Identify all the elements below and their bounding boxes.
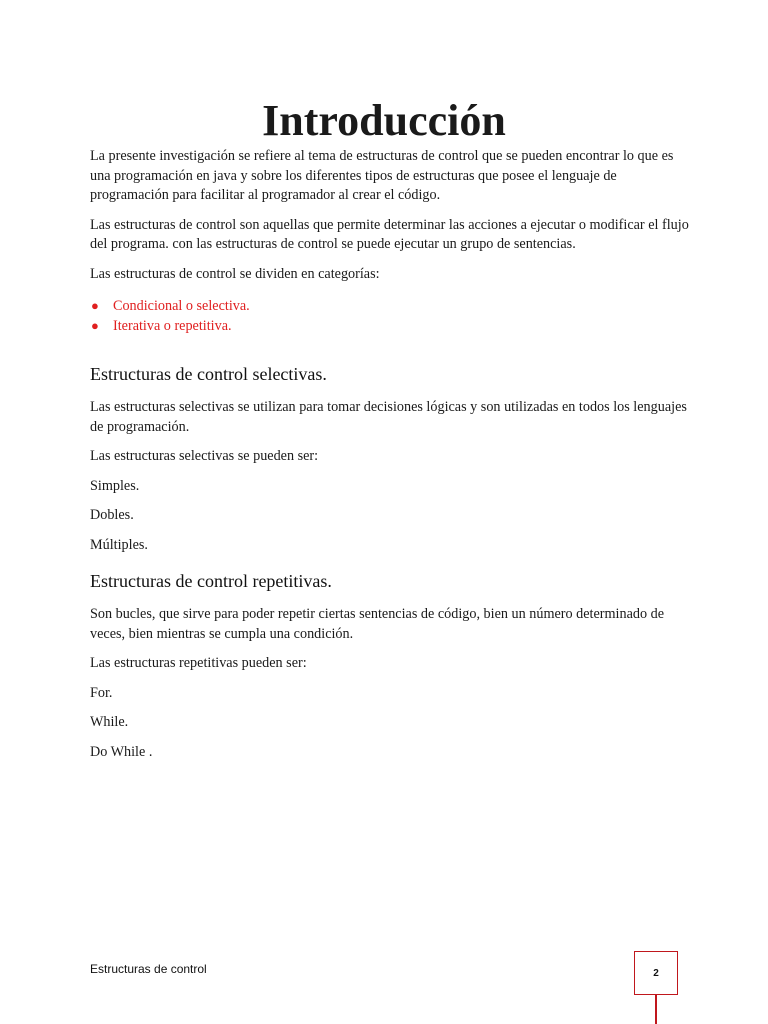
list-item: Simples. [90,477,140,494]
list-item: While. [90,714,129,730]
selectivas-paragraph-1: Las estructuras selectivas se utilizan para tomar decisiones lógicas y son utilizadas en todos los lenguajes de programación. [90,399,687,435]
repetitivas-paragraph-2: Las estructuras repetitivas pueden ser: [90,655,307,671]
section-heading-repetitivas: Estructuras de control repetitivas. [90,571,332,591]
intro-paragraph-2: Las estructuras de control son aquellas que permite determinar las acciones a ejecutar o modificar el flujo del programa. con las estructuras de control se puede ejecutar un grupo de sentencias. [90,216,689,252]
list-item: Do While . [90,743,153,760]
page-number-line [655,995,657,1024]
document-body [90,147,690,762]
categories-list [90,296,690,336]
page-number: 2 [653,967,659,979]
intro-paragraph-1: La presente investigación se refiere al tema de estructuras de control que se pueden encontrar lo que es una programación en java y sobre los diferentes tipos de estructuras que posee el lenguaje de programación para facilitar al programador al crear el código. [90,148,674,203]
selectivas-paragraph-2: Las estructuras selectivas se pueden ser: [90,448,319,464]
page-title: Introducción [262,96,506,145]
list-item: ● Iterativa o repetitiva. [91,318,232,334]
list-item: ● Condicional o selectiva. [91,298,250,314]
bullet-icon: ● [91,298,99,313]
repetitivas-paragraph-1: Son bucles, que sirve para poder repetir ciertas sentencias de código, bien un número determinado de veces, bien mientras se cumpla una condición. [90,606,664,642]
page-number-box [634,951,678,995]
list-item: For. [90,684,113,701]
section-heading-selectivas: Estructuras de control selectivas. [90,364,327,384]
list-item: Dobles. [90,507,134,523]
bullet-icon: ● [91,318,99,333]
footer-title: Estructuras de control [90,962,207,976]
list-item: Múltiples. [90,536,148,553]
intro-paragraph-3: Las estructuras de control se dividen en categorías: [90,265,380,282]
